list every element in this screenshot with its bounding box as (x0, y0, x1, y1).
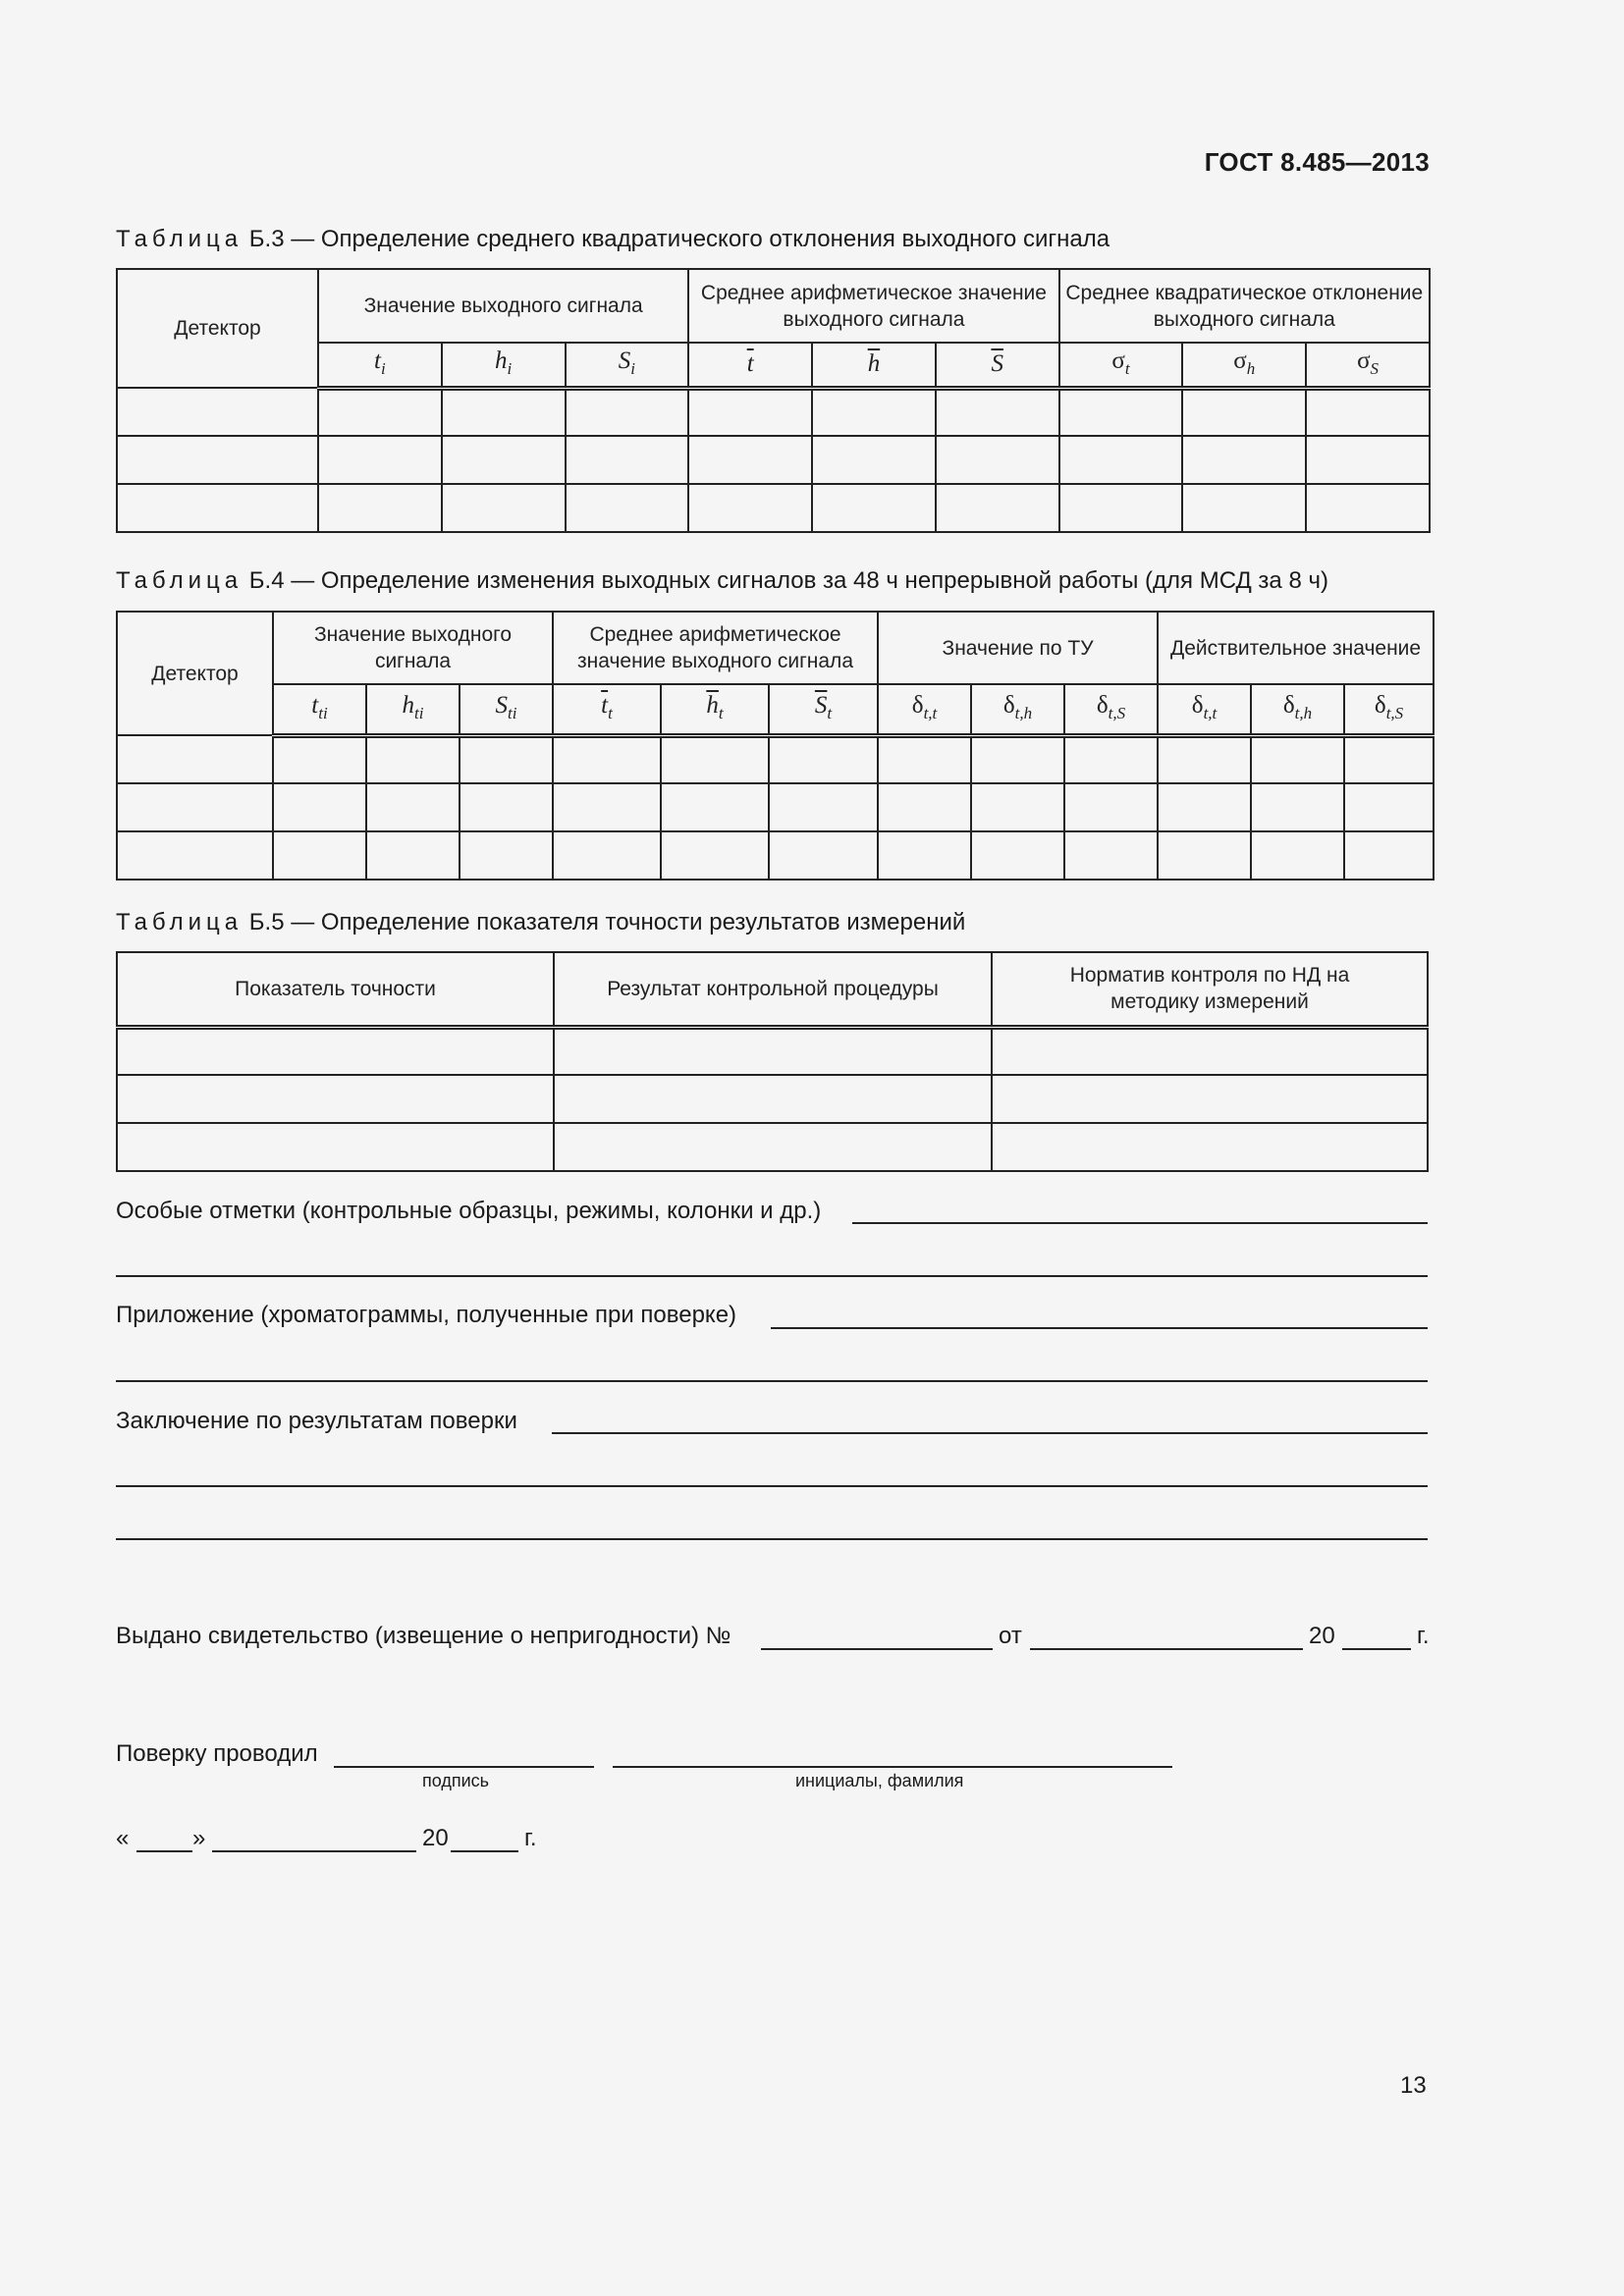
appendix-field-line2[interactable] (116, 1380, 1428, 1382)
certificate-number-field[interactable] (761, 1648, 993, 1650)
certificate-year-suffix: г. (1417, 1623, 1430, 1649)
document-standard-number: ГОСТ 8.485—2013 (1204, 147, 1430, 177)
table-cell[interactable] (554, 1075, 992, 1123)
certificate-year-prefix: 20 (1309, 1623, 1335, 1649)
table-row (117, 783, 1434, 831)
table-b5-header-control-norm: Норматив контроля по НД на методику измерений (992, 952, 1428, 1027)
table-cell[interactable] (117, 1027, 554, 1075)
table-b4-caption (116, 567, 1328, 595)
table-cell[interactable] (553, 735, 661, 783)
conclusion-field-line2[interactable] (116, 1485, 1428, 1487)
table-cell[interactable] (460, 735, 553, 783)
table-b4-symbol-cell: $\overline{h}_t$ (661, 684, 769, 735)
table-cell[interactable] (318, 436, 442, 484)
table-cell[interactable] (1059, 484, 1183, 532)
table-b3-symbol-cell: $\sigma_S$ (1306, 343, 1430, 388)
signature-field[interactable] (334, 1766, 594, 1768)
table-b4-group-output-signal: Значение выходного сигнала (273, 612, 553, 684)
table-cell[interactable] (878, 735, 971, 783)
date-open-quote: « (116, 1825, 130, 1851)
table-cell[interactable] (992, 1027, 1428, 1075)
table-cell[interactable] (1344, 831, 1434, 880)
table-b4-symbol-cell: $\delta_{t,S}$ (1344, 684, 1434, 735)
date-month-field[interactable] (212, 1850, 416, 1852)
table-cell[interactable] (1064, 735, 1158, 783)
date-day-field[interactable] (136, 1850, 192, 1852)
table-b4-caption-text: Б.4 — Определение изменения выходных сигналов за 48 ч непрерывной работы (для МСД за 8 ч) (243, 567, 1328, 594)
table-cell[interactable] (661, 783, 769, 831)
table-cell[interactable] (366, 783, 460, 831)
name-caption: инициалы, фамилия (795, 1771, 964, 1790)
table-cell[interactable] (460, 783, 553, 831)
table-b4-symbol-cell: $\delta_{t,h}$ (971, 684, 1064, 735)
table-cell[interactable] (1306, 388, 1430, 436)
table-cell[interactable] (661, 831, 769, 880)
table-cell[interactable] (1251, 783, 1344, 831)
table-row (117, 1123, 1428, 1171)
table-cell[interactable] (366, 735, 460, 783)
table-cell[interactable] (318, 484, 442, 532)
table-row (117, 388, 1430, 436)
table-cell[interactable] (1251, 735, 1344, 783)
table-b3-group-output-signal: Значение выходного сигнала (318, 269, 688, 343)
table-cell[interactable] (1158, 735, 1251, 783)
table-b4-symbol-cell: $\overline{S}_t$ (769, 684, 878, 735)
table-b3-symbol-cell: $\sigma_t$ (1059, 343, 1183, 388)
table-b4-symbol-cell: $S_{ti}$ (460, 684, 553, 735)
table-row (117, 735, 1434, 783)
table-b3-symbol-cell: $h_i$ (442, 343, 566, 388)
table-b4-symbol-cell: $\delta_{t,h}$ (1251, 684, 1344, 735)
certificate-issued-label: Выдано свидетельство (извещение о непригодности) № (116, 1623, 731, 1649)
table-cell[interactable] (553, 783, 661, 831)
table-row (117, 1027, 1428, 1075)
table-cell[interactable] (1182, 484, 1306, 532)
table-b5-caption-text: Б.5 — Определение показателя точности результатов измерений (243, 909, 966, 935)
table-cell[interactable] (318, 388, 442, 436)
table-row (117, 484, 1430, 532)
table-cell[interactable] (971, 831, 1064, 880)
table-cell[interactable] (661, 735, 769, 783)
table-cell[interactable] (117, 436, 318, 484)
table-b4-group-mean-value: Среднее арифметическое значение выходного сигнала (553, 612, 878, 684)
name-field[interactable] (613, 1766, 1172, 1768)
table-cell[interactable] (936, 388, 1059, 436)
table-b4-symbol-cell: $h_{ti}$ (366, 684, 460, 735)
table-cell[interactable] (117, 735, 273, 783)
table-b3-group-mean-value: Среднее арифметическое значение выходного сигнала (688, 269, 1058, 343)
table-cell[interactable] (554, 1123, 992, 1171)
table-cell[interactable] (1344, 735, 1434, 783)
table-b3-symbol-cell: $\overline{S}$ (936, 343, 1059, 388)
date-year-suffix: г. (524, 1825, 537, 1851)
table-b4-group-actual-value: Действительное значение (1158, 612, 1434, 684)
table-b4-symbol-cell: $\delta_{t,S}$ (1064, 684, 1158, 735)
table-cell[interactable] (878, 783, 971, 831)
table-cell[interactable] (442, 484, 566, 532)
table-cell[interactable] (971, 783, 1064, 831)
table-cell[interactable] (971, 735, 1064, 783)
table-cell[interactable] (1059, 388, 1183, 436)
certificate-year-field[interactable] (1342, 1648, 1411, 1650)
table-cell[interactable] (1158, 831, 1251, 880)
table-cell[interactable] (566, 436, 689, 484)
special-notes-label: Особые отметки (контрольные образцы, режимы, колонки и др.) (116, 1198, 822, 1224)
table-cell[interactable] (117, 1075, 554, 1123)
conclusion-label: Заключение по результатам поверки (116, 1408, 517, 1434)
table-cell[interactable] (1306, 436, 1430, 484)
table-cell[interactable] (117, 1123, 554, 1171)
table-row (117, 831, 1434, 880)
table-b4-detector-header: Детектор (117, 612, 273, 735)
table-cell[interactable] (1251, 831, 1344, 880)
table-cell[interactable] (117, 484, 318, 532)
table-cell[interactable] (688, 436, 812, 484)
table-cell[interactable] (273, 783, 366, 831)
table-b4-symbol-cell: $\overline{t}_t$ (553, 684, 661, 735)
table-b5-header-control-result: Результат контрольной процедуры (554, 952, 992, 1027)
table-b5 (116, 951, 1429, 1172)
verified-by-label: Поверку проводил (116, 1740, 318, 1767)
table-b4-symbol-cell: $\delta_{t,t}$ (1158, 684, 1251, 735)
table-cell[interactable] (812, 436, 936, 484)
table-b4-symbol-cell: $\delta_{t,t}$ (878, 684, 971, 735)
table-b3-caption-text: Б.3 — Определение среднего квадратического отклонения выходного сигнала (243, 226, 1110, 252)
date-year-field[interactable] (451, 1850, 518, 1852)
table-cell[interactable] (1064, 783, 1158, 831)
conclusion-field-line3[interactable] (116, 1538, 1428, 1540)
table-cell[interactable] (554, 1027, 992, 1075)
table-cell[interactable] (1158, 783, 1251, 831)
table-b3-symbol-cell: $\sigma_h$ (1182, 343, 1306, 388)
table-cell[interactable] (553, 831, 661, 880)
table-cell[interactable] (936, 436, 1059, 484)
table-cell[interactable] (1344, 783, 1434, 831)
certificate-from-label: от (999, 1623, 1022, 1649)
conclusion-field-line1[interactable] (552, 1432, 1428, 1434)
table-b4-caption-prefix: Таблица (116, 567, 244, 594)
table-cell[interactable] (273, 735, 366, 783)
table-b3-symbol-cell: $t_i$ (318, 343, 442, 388)
table-row (117, 436, 1430, 484)
table-cell[interactable] (936, 484, 1059, 532)
table-cell[interactable] (812, 388, 936, 436)
table-cell[interactable] (878, 831, 971, 880)
table-b3-caption-prefix: Таблица (116, 226, 244, 252)
table-cell[interactable] (442, 388, 566, 436)
appendix-label: Приложение (хроматограммы, полученные при поверке) (116, 1302, 737, 1328)
table-b3-caption (116, 226, 1110, 253)
table-b3-symbol-cell: $S_i$ (566, 343, 689, 388)
table-cell[interactable] (769, 831, 878, 880)
table-cell[interactable] (769, 735, 878, 783)
special-notes-field-line1[interactable] (852, 1222, 1428, 1224)
table-cell[interactable] (1059, 436, 1183, 484)
special-notes-field-line2[interactable] (116, 1275, 1428, 1277)
table-b3-symbol-cell: $\overline{h}$ (812, 343, 936, 388)
table-b3-detector-header: Детектор (117, 269, 318, 388)
table-cell[interactable] (812, 484, 936, 532)
date-year-prefix: 20 (422, 1825, 449, 1851)
certificate-date-field[interactable] (1030, 1648, 1303, 1650)
table-cell[interactable] (1306, 484, 1430, 532)
table-b3-symbol-cell: $\overline{t}$ (688, 343, 812, 388)
page-number: 13 (1400, 2072, 1427, 2099)
table-cell[interactable] (366, 831, 460, 880)
table-b5-header-accuracy: Показатель точности (117, 952, 554, 1027)
table-cell[interactable] (460, 831, 553, 880)
table-cell[interactable] (1182, 388, 1306, 436)
table-cell[interactable] (117, 831, 273, 880)
table-cell[interactable] (1064, 831, 1158, 880)
table-cell[interactable] (442, 436, 566, 484)
date-close-quote: » (192, 1825, 206, 1851)
signature-caption: подпись (422, 1771, 490, 1790)
table-b5-caption-prefix: Таблица (116, 909, 244, 935)
table-row (117, 1075, 1428, 1123)
table-cell[interactable] (688, 388, 812, 436)
table-cell[interactable] (117, 388, 318, 436)
table-cell[interactable] (117, 783, 273, 831)
table-cell[interactable] (992, 1123, 1428, 1171)
table-cell[interactable] (992, 1075, 1428, 1123)
table-b5-caption (116, 909, 965, 936)
table-b4 (116, 611, 1435, 881)
table-cell[interactable] (273, 831, 366, 880)
table-cell[interactable] (769, 783, 878, 831)
table-cell[interactable] (566, 388, 689, 436)
table-b3 (116, 268, 1431, 533)
table-b3-group-std-deviation: Среднее квадратическое отклонение выходного сигнала (1059, 269, 1430, 343)
table-cell[interactable] (1182, 436, 1306, 484)
table-cell[interactable] (688, 484, 812, 532)
table-b4-group-spec-value: Значение по ТУ (878, 612, 1158, 684)
appendix-field-line1[interactable] (771, 1327, 1428, 1329)
table-cell[interactable] (566, 484, 689, 532)
table-b4-symbol-cell: $t_{ti}$ (273, 684, 366, 735)
